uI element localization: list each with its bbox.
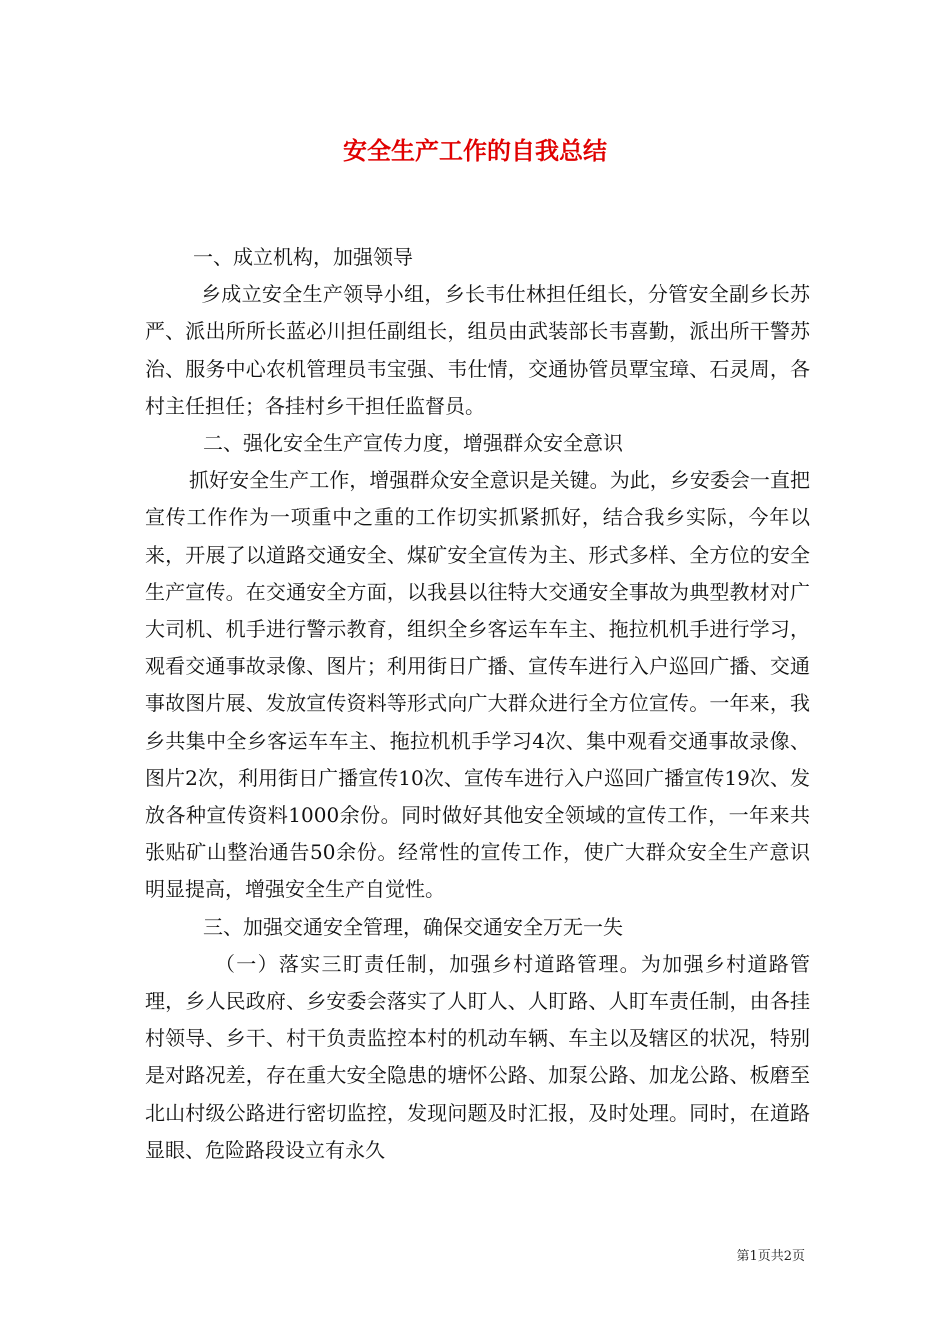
section-heading: 一、成立机构，加强领导 xyxy=(193,245,413,269)
section-paragraph: （一）落实三盯责任制，加强乡村道路管理。为加强乡村道路管理，乡人民政府、乡安委会落实了人盯人、人盯路、人盯车责任制，由各挂村领导、乡干、村干负责监控本村的机动车辆、车主以及辖区的状况，特别是对路况差，存在重大安全隐患的塘怀公路、加泵公路、加龙公路、板磨至北山村级公路进行密切监控，发现问题及时汇报，及时处理。同时，在道路显眼、危险路段设立有永久 xyxy=(145,951,810,1162)
section-heading: 二、强化安全生产宣传力度，增强群众安全意识 xyxy=(203,431,623,456)
section-paragraph: 乡成立安全生产领导小组，乡长韦仕林担任组长，分管安全副乡长苏严、派出所所长蓝必川担任副组长，组员由武装部长韦喜勤，派出所干警苏治、服务中心农机管理员韦宝强、韦仕情，交通协管员覃宝璋、石灵周，各村主任担任；各挂村乡干担任监督员。 xyxy=(145,282,810,418)
document-title: 安全生产工作的自我总结 xyxy=(343,136,607,165)
page-number: 第1页共2页 xyxy=(736,1249,805,1264)
section-paragraph: 抓好安全生产工作，增强群众安全意识是关键。为此，乡安委会一直把宣传工作作为一项重中之重的工作切实抓紧抓好，结合我乡实际，今年以来，开展了以道路交通安全、煤矿安全宣传为主、形式多样、全方位的安全生产宣传。在交通安全方面，以我县以往特大交通安全事故为典型教材对广大司机、机手进行警示教育，组织全乡客运车车主、拖拉机机手进行学习，观看交通事故录像、图片；利用街日广播、宣传车进行入户巡回广播、交通事故图片展、发放宣传资料等形式向广大群众进行全方位宣传。一年来，我乡共集中全乡客运车车主、拖拉机机手学习4次、集中观看交通事故录像、图片2次，利用街日广播宣传10次、宣传车进行入户巡回广播宣传19次、发放各种宣传资料1000余份。同时做好其他安全领域的宣传工作，一年来共张贴矿山整治通告50余份。经常性的宣传工作，使广大群众安全生产意识明显提高，增强安全生产自觉性。 xyxy=(145,468,810,902)
section-heading: 三、加强交通安全管理，确保交通安全万无一失 xyxy=(203,914,623,939)
document-body xyxy=(145,239,810,1169)
